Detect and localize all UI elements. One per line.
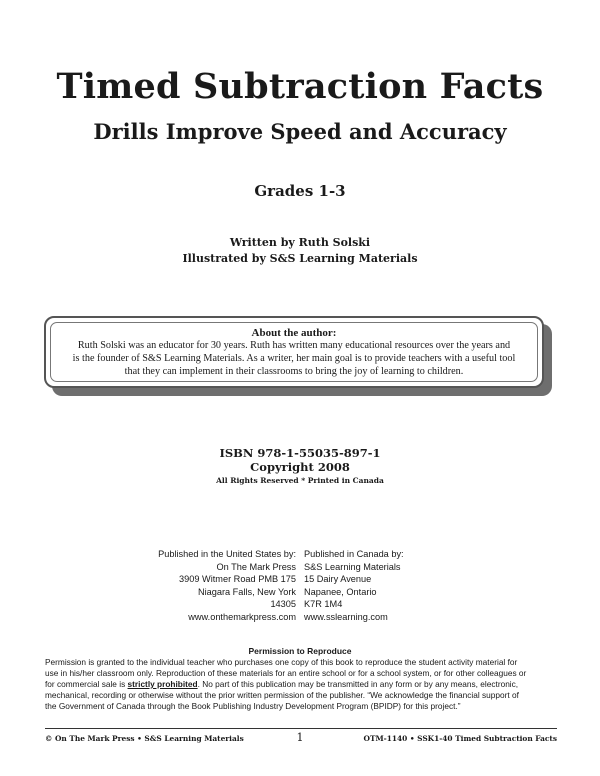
isbn: ISBN 978-1-55035-897-1 [219, 446, 381, 460]
illustrator-credit: Illustrated by S&S Learning Materials [182, 252, 418, 265]
us-publisher-website: www.onthemarkpress.com [188, 611, 296, 622]
book-title: Timed Subtraction Facts [56, 66, 544, 107]
about-author-line: Ruth Solski was an educator for 30 years. Ruth has written many educational resources over the years and [77, 340, 511, 351]
permission-body [45, 657, 557, 712]
rights-notice: All Rights Reserved * Printed in Canada [216, 476, 384, 485]
canada-publisher-line: Published in Canada by: [304, 549, 404, 559]
permission-line: Permission is granted to the individual teacher who purchases one copy of this book to reproduce the student activity material for [45, 657, 518, 667]
canada-publisher-street: 15 Dairy Avenue [304, 574, 372, 584]
permission-text: . No part of this publication may be transmitted in any form or by any means, electronic, [197, 679, 519, 689]
permission-heading: Permission to Reproduce [248, 646, 352, 656]
about-author-line: is the founder of S&S Learning Materials. As a writer, her main goal is to provide teachers with a useful tool [72, 353, 516, 364]
permission-line: mechanical, recording or otherwise without the prior written permission of the publisher. “We acknowledge the financial support of [45, 690, 519, 700]
grade-level: Grades 1-3 [254, 182, 346, 200]
about-author-box [44, 316, 544, 388]
us-publisher-zip: 14305 [270, 599, 296, 609]
page-number: 1 [296, 731, 304, 744]
footer-product-code: OTM-1140 • SSK1-40 Timed Subtraction Facts [363, 734, 557, 743]
us-publisher-line: Published in the United States by: [158, 549, 296, 559]
us-publisher-city: Niagara Falls, New York [197, 586, 296, 597]
canada-publisher-name: S&S Learning Materials [304, 561, 401, 572]
footer-publisher: © On The Mark Press • S&S Learning Materials [45, 734, 244, 743]
canada-publisher-city: Napanee, Ontario [304, 586, 377, 597]
copyright: Copyright 2008 [250, 460, 350, 474]
about-author-line: that they can implement in their classrooms to bring the joy of learning to children. [124, 366, 464, 377]
permission-line [45, 679, 557, 690]
permission-line: use in his/her classroom only. Reproduction of these materials for an entire school or for a school system, or for other colleagues or [45, 668, 527, 678]
author-credit: Written by Ruth Solski [229, 236, 371, 249]
footer-divider [45, 728, 557, 729]
us-publisher-block [116, 548, 296, 623]
about-author-heading: About the author: [251, 327, 337, 339]
book-subtitle: Drills Improve Speed and Accuracy [93, 119, 507, 144]
strictly-prohibited-emphasis: strictly prohibited [127, 679, 198, 689]
us-publisher-street: 3909 Witmer Road PMB 175 [179, 574, 296, 584]
canada-publisher-block [304, 548, 484, 623]
canada-publisher-postal: K7R 1M4 [304, 599, 343, 609]
permission-line: the Government of Canada through the Book Publishing Industry Development Program (BPIDP) for this project.” [45, 701, 461, 711]
canada-publisher-website: www.sslearning.com [304, 611, 388, 622]
permission-text: for commercial sale is [45, 679, 128, 689]
us-publisher-name: On The Mark Press [216, 561, 296, 572]
